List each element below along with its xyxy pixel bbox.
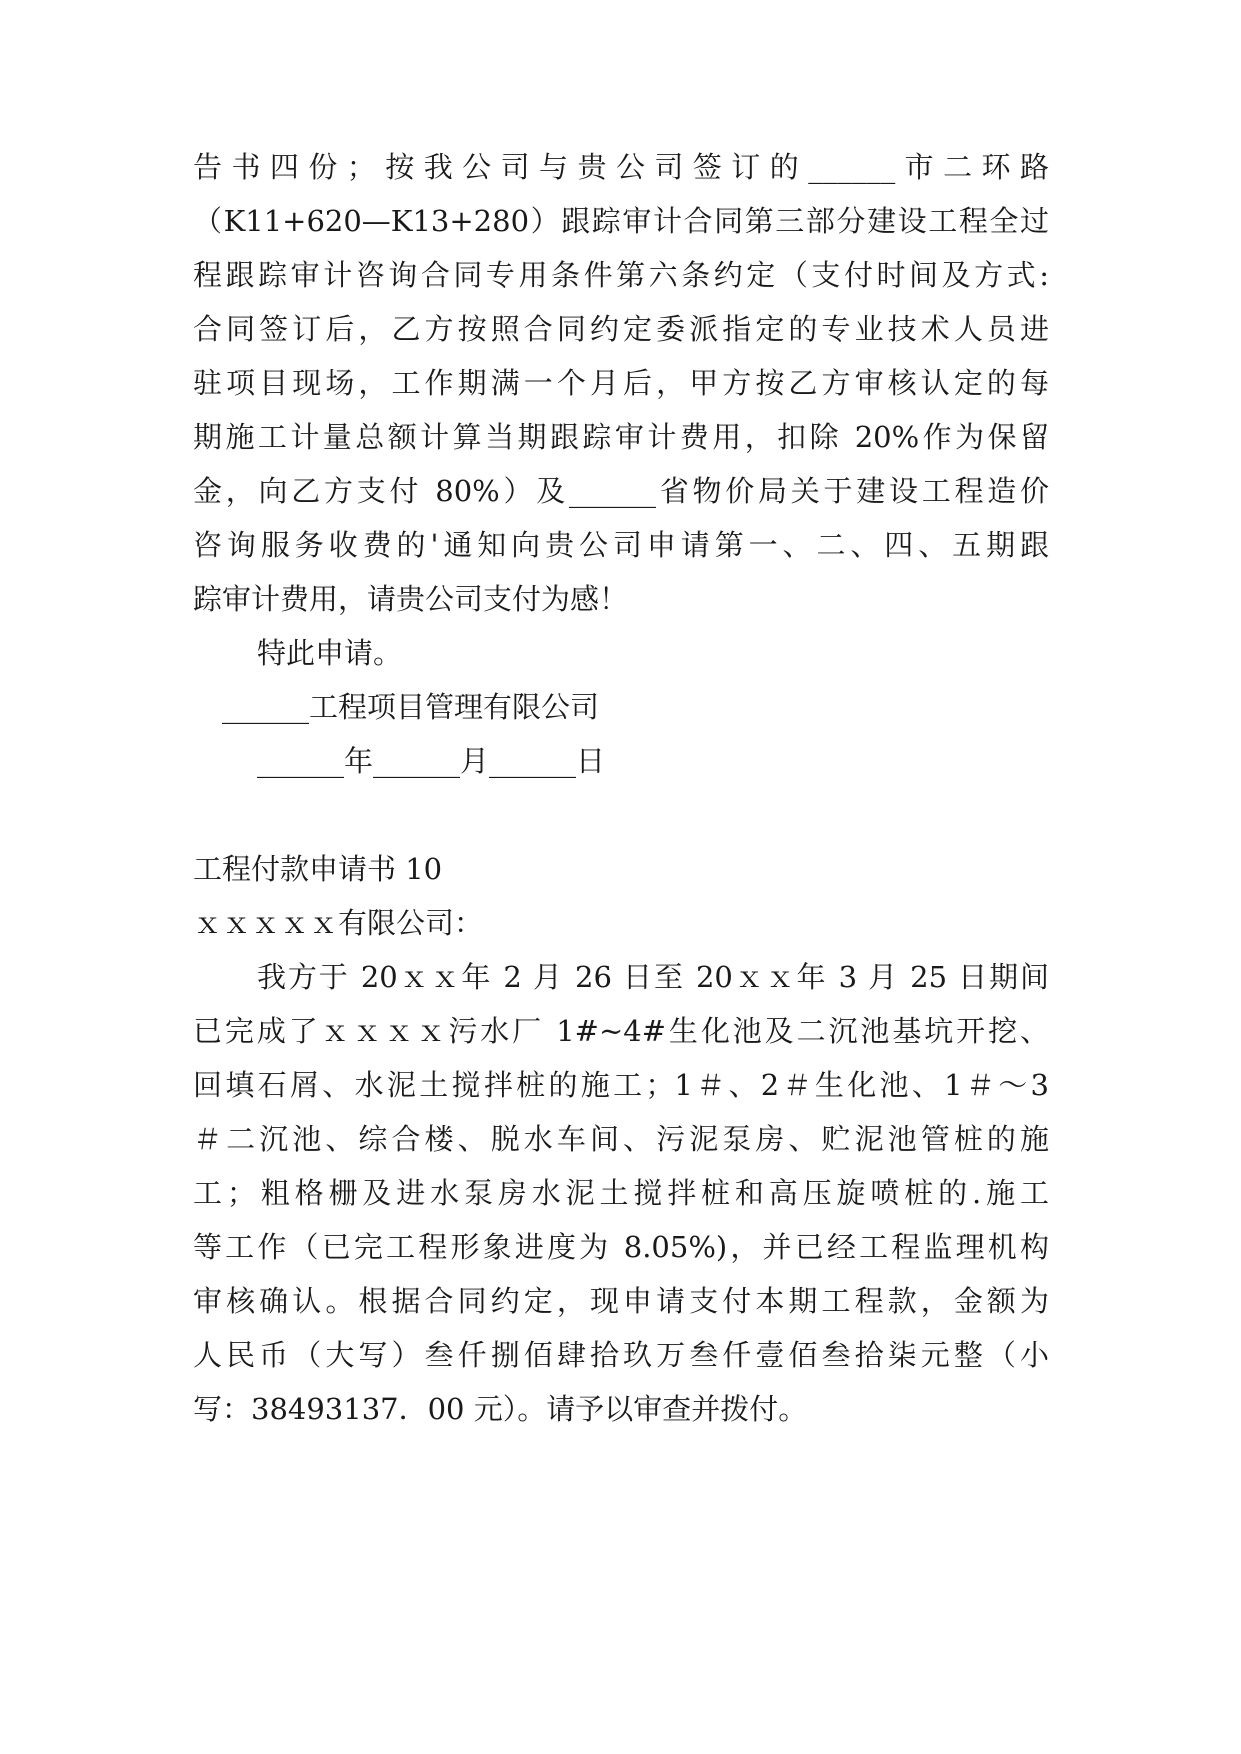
paragraph-line: 审核确认。根据合同约定，现申请支付本期工程款，金额为 <box>193 1284 1049 1318</box>
company-signature: ______工程项目管理有限公司 <box>222 690 600 724</box>
paragraph-line: 我方于 20ｘｘ年 2 月 26 日至 20ｘｘ年 3 月 25 日期间 <box>257 960 1049 994</box>
addressee: ｘｘｘｘｘ有限公司： <box>193 906 484 940</box>
section-title: 工程付款申请书 10 <box>193 852 443 886</box>
paragraph-line: ＃二沉池、综合楼、脱水车间、污泥泵房、贮泥池管桩的施 <box>193 1122 1049 1156</box>
paragraph-line: 期施工计量总额计算当期跟踪审计费用，扣除 20%作为保留 <box>193 420 1049 454</box>
paragraph-line: 咨询服务收费的'通知向贵公司申请第一、二、四、五期跟 <box>193 528 1049 562</box>
paragraph-line: （K11+620—K13+280）跟踪审计合同第三部分建设工程全过 <box>193 204 1049 238</box>
date-line: ______年______月______日 <box>257 744 606 778</box>
paragraph-line: 已完成了ｘｘｘｘ污水厂 1#~4#生化池及二沉池基坑开挖、 <box>193 1014 1049 1048</box>
paragraph-line: 合同签订后，乙方按照合同约定委派指定的专业技术人员进 <box>193 312 1049 346</box>
paragraph-line: 程跟踪审计咨询合同专用条件第六条约定（支付时间及方式: <box>193 258 1049 292</box>
paragraph-line: 回填石屑、水泥土搅拌桩的施工；1＃、2＃生化池、1＃～3 <box>193 1068 1049 1102</box>
paragraph-line: 踪审计费用，请贵公司支付为感！ <box>193 582 629 616</box>
paragraph-line: 写：38493137．00 元）。请予以审查并拨付。 <box>193 1392 808 1426</box>
paragraph-line: 工；粗格栅及进水泵房水泥土搅拌桩和高压旋喷桩的.施工 <box>193 1176 1049 1210</box>
paragraph-line: 等工作（已完工程形象进度为 8.05%)，并已经工程监理机构 <box>193 1230 1049 1264</box>
paragraph-line: 金，向乙方支付 80%）及______省物价局关于建设工程造价 <box>193 474 1049 508</box>
paragraph-line: 人民币（大写）叁仟捌佰肆拾玖万叁仟壹佰叁拾柒元整（小 <box>193 1338 1049 1372</box>
paragraph-line: 驻项目现场，工作期满一个月后，甲方按乙方审核认定的每 <box>193 366 1049 400</box>
paragraph-line: 告书四份；按我公司与贵公司签订的______市二环路 <box>193 150 1049 184</box>
closing-text: 特此申请。 <box>257 636 403 670</box>
